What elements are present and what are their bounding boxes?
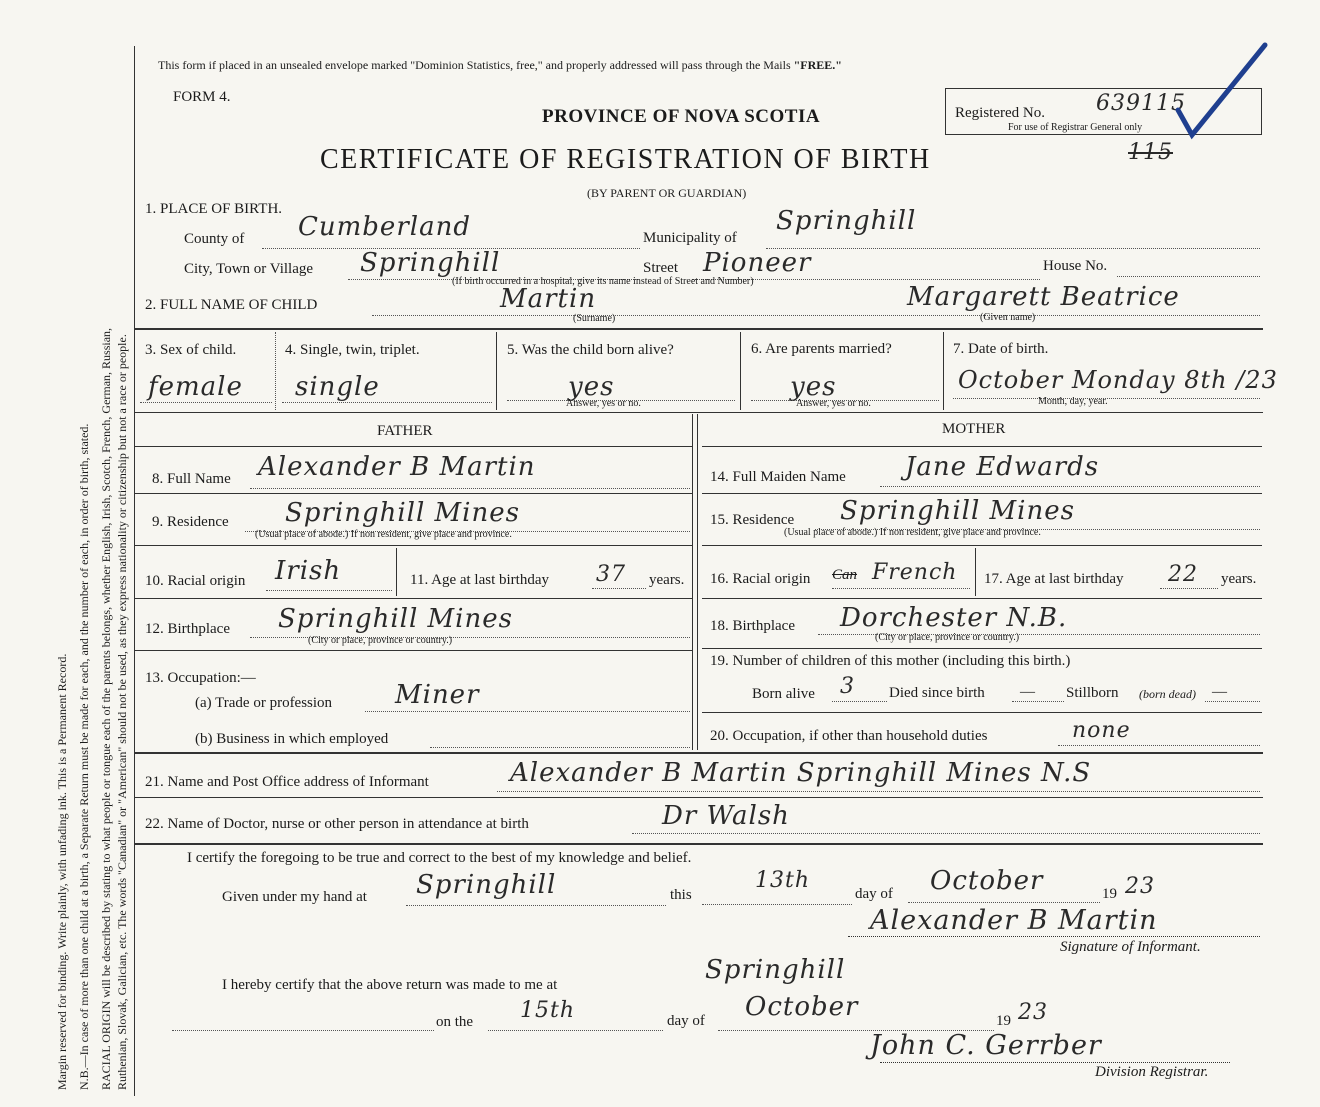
died-since-birth-value: — — [1020, 684, 1035, 700]
registrar-day-of-label: day of — [667, 1013, 705, 1029]
informant-label: 21. Name and Post Office address of Informant — [145, 774, 429, 790]
born-alive-value: yes — [568, 372, 615, 402]
struck-number: 115 — [1128, 140, 1173, 165]
registrar-statement: I hereby certify that the above return was made to me at — [222, 977, 558, 993]
informant-value: Alexander B Martin Springhill Mines N.S — [510, 758, 1092, 788]
registrar-place-value: Springhill — [705, 955, 846, 985]
surname-note: (Surname) — [573, 313, 616, 324]
registrar-month-value: October — [745, 992, 859, 1022]
multiplicity-value: single — [295, 372, 380, 402]
doctor-label: 22. Name of Doctor, nurse or other person in attendance at birth — [145, 816, 529, 832]
mother-residence-value: Springhill Mines — [840, 496, 1075, 526]
county-label: County of — [184, 231, 245, 247]
mother-racial-value: French — [872, 560, 958, 585]
mother-age-label: 17. Age at last birthday — [984, 571, 1124, 587]
mother-racial-struck: Can — [832, 567, 858, 583]
certify-statement: I certify the foregoing to be true and correct to the best of my knowledge and belief. — [187, 850, 692, 866]
informant-signature-label: Signature of Informant. — [1060, 939, 1201, 955]
place-of-birth-label: 1. PLACE OF BIRTH. — [145, 201, 283, 217]
margin-note-multiple-births: N.B.—In case of more than one child at a birth, a Separate Return must be made for each, and the number of each, in order of birth, stated. — [77, 423, 91, 1090]
margin-note-racial-origin-1: RACIAL ORIGIN will be described by stating to what people or tongue each of the parents belongs, whether English, Irish, Scotch, French, German, Russian, — [99, 327, 113, 1090]
margin-note-racial-origin-2: Ruthenian, Slovak, Galician, etc. The words "Canadian" or "American" should not be used, as they express nationality or citizenship but not a race or people. — [115, 334, 129, 1090]
registrar-note: For use of Registrar General only — [1008, 122, 1143, 133]
registrar-year-value: 23 — [1018, 1000, 1048, 1025]
registrar-signature-label: Division Registrar. — [1095, 1064, 1209, 1080]
born-alive-note: Answer, yes or no. — [566, 398, 641, 409]
mother-name-label: 14. Full Maiden Name — [710, 469, 846, 485]
city-value: Springhill — [360, 248, 501, 278]
multiplicity-label: 4. Single, twin, triplet. — [285, 342, 420, 358]
father-residence-value: Springhill Mines — [285, 498, 520, 528]
mother-age-value: 22 — [1168, 562, 1198, 587]
doctor-value: Dr Walsh — [662, 801, 790, 831]
date-of-birth-label: 7. Date of birth. — [953, 341, 1049, 357]
mother-birthplace-value: Dorchester N.B. — [840, 603, 1068, 633]
date-of-birth-note: Month, day, year. — [1038, 396, 1108, 407]
father-business-label: (b) Business in which employed — [195, 731, 389, 747]
child-given-name: Margarett Beatrice — [907, 282, 1180, 312]
mail-notice: This form if placed in an unsealed envelope marked "Dominion Statistics, free," and properly addressed will pass through the Mails "FREE." — [158, 58, 842, 72]
certificate-subtitle: (BY PARENT OR GUARDIAN) — [587, 186, 747, 200]
father-residence-label: 9. Residence — [152, 514, 229, 530]
mother-children-label: 19. Number of children of this mother (including this birth.) — [710, 653, 1071, 669]
mother-racial-label: 16. Racial origin — [710, 571, 811, 587]
registrar-day-value: 15th — [520, 998, 576, 1023]
father-age-value: 37 — [596, 562, 626, 587]
given-name-note: (Given name) — [980, 312, 1036, 323]
certificate-title: CERTIFICATE OF REGISTRATION OF BIRTH — [320, 144, 931, 175]
this-label: this — [670, 887, 692, 903]
child-name-label: 2. FULL NAME OF CHILD — [145, 297, 318, 313]
stillborn-value: — — [1212, 684, 1227, 700]
city-label: City, Town or Village — [184, 261, 314, 277]
mother-residence-label: 15. Residence — [710, 512, 795, 528]
registrar-year-prefix: 19 — [996, 1013, 1011, 1029]
day-of-label: day of — [855, 886, 893, 902]
municipality-value: Springhill — [776, 206, 917, 236]
father-birthplace-label: 12. Birthplace — [145, 621, 230, 637]
municipality-label: Municipality of — [643, 230, 737, 246]
province-title: PROVINCE OF NOVA SCOTIA — [542, 106, 821, 127]
born-alive-count-label: Born alive — [752, 686, 815, 702]
registered-label: Registered No. — [955, 105, 1045, 121]
sex-value: female — [148, 372, 243, 402]
form-left-border — [134, 46, 135, 1096]
stillborn-note: (born dead) — [1139, 687, 1196, 701]
certify-month-value: October — [930, 866, 1044, 896]
check-mark-icon — [1170, 40, 1270, 140]
parents-married-label: 6. Are parents married? — [751, 341, 892, 357]
sex-label: 3. Sex of child. — [145, 342, 237, 358]
father-age-label: 11. Age at last birthday — [410, 572, 549, 588]
on-the-label: on the — [436, 1014, 474, 1030]
father-age-years: years. — [649, 572, 685, 588]
mother-birthplace-note: (City or place, province or country.) — [875, 632, 1020, 643]
mother-occupation-label: 20. Occupation, if other than household duties — [710, 728, 988, 744]
father-occupation-label: 13. Occupation:— — [145, 670, 256, 686]
mother-occupation-value: none — [1072, 718, 1131, 743]
mother-heading: MOTHER — [942, 421, 1006, 437]
father-residence-note: (Usual place of abode.) If non resident, give place and province. — [255, 529, 512, 540]
father-birthplace-value: Springhill Mines — [278, 604, 513, 634]
child-surname: Martin — [500, 284, 597, 314]
informant-signature: Alexander B Martin — [870, 905, 1158, 936]
margin-note-binding: Margin reserved for binding. Write plainly, with unfading ink. This is a Permanent Record. — [55, 653, 69, 1090]
father-racial-value: Irish — [275, 556, 342, 586]
street-value: Pioneer — [703, 248, 812, 278]
registered-number: 639115 — [1096, 91, 1186, 116]
born-alive-count: 3 — [840, 674, 855, 699]
father-heading: FATHER — [377, 423, 433, 439]
mother-residence-note: (Usual place of abode.) If non resident, give place and province. — [784, 527, 1041, 538]
street-note: (If birth occurred in a hospital, give its name instead of Street and Number) — [452, 276, 754, 287]
father-trade-value: Miner — [395, 680, 480, 710]
parents-married-note: Answer, yes or no. — [796, 398, 871, 409]
registrar-signature: John C. Gerrber — [870, 1030, 1102, 1061]
form-number: FORM 4. — [173, 89, 231, 105]
county-value: Cumberland — [298, 212, 471, 242]
father-racial-label: 10. Racial origin — [145, 573, 246, 589]
stillborn-label: Stillborn — [1066, 685, 1119, 701]
father-name-value: Alexander B Martin — [258, 452, 536, 482]
date-of-birth-value: October Monday 8th /23 — [958, 366, 1278, 394]
certify-year-value: 23 — [1125, 874, 1155, 899]
certify-year-prefix: 19 — [1102, 886, 1117, 902]
given-place-value: Springhill — [416, 870, 557, 900]
certify-day-value: 13th — [755, 868, 811, 893]
house-number-label: House No. — [1043, 258, 1108, 274]
parents-married-value: yes — [790, 372, 837, 402]
given-under-label: Given under my hand at — [222, 889, 367, 905]
born-alive-label: 5. Was the child born alive? — [507, 342, 674, 358]
father-trade-label: (a) Trade or profession — [195, 695, 333, 711]
mother-age-years: years. — [1221, 571, 1257, 587]
father-name-label: 8. Full Name — [152, 471, 231, 487]
mother-birthplace-label: 18. Birthplace — [710, 618, 795, 634]
street-label: Street — [643, 260, 678, 276]
mother-name-value: Jane Edwards — [905, 452, 1100, 482]
died-since-birth-label: Died since birth — [889, 685, 985, 701]
father-birthplace-note: (City or place, province or country.) — [308, 635, 453, 646]
